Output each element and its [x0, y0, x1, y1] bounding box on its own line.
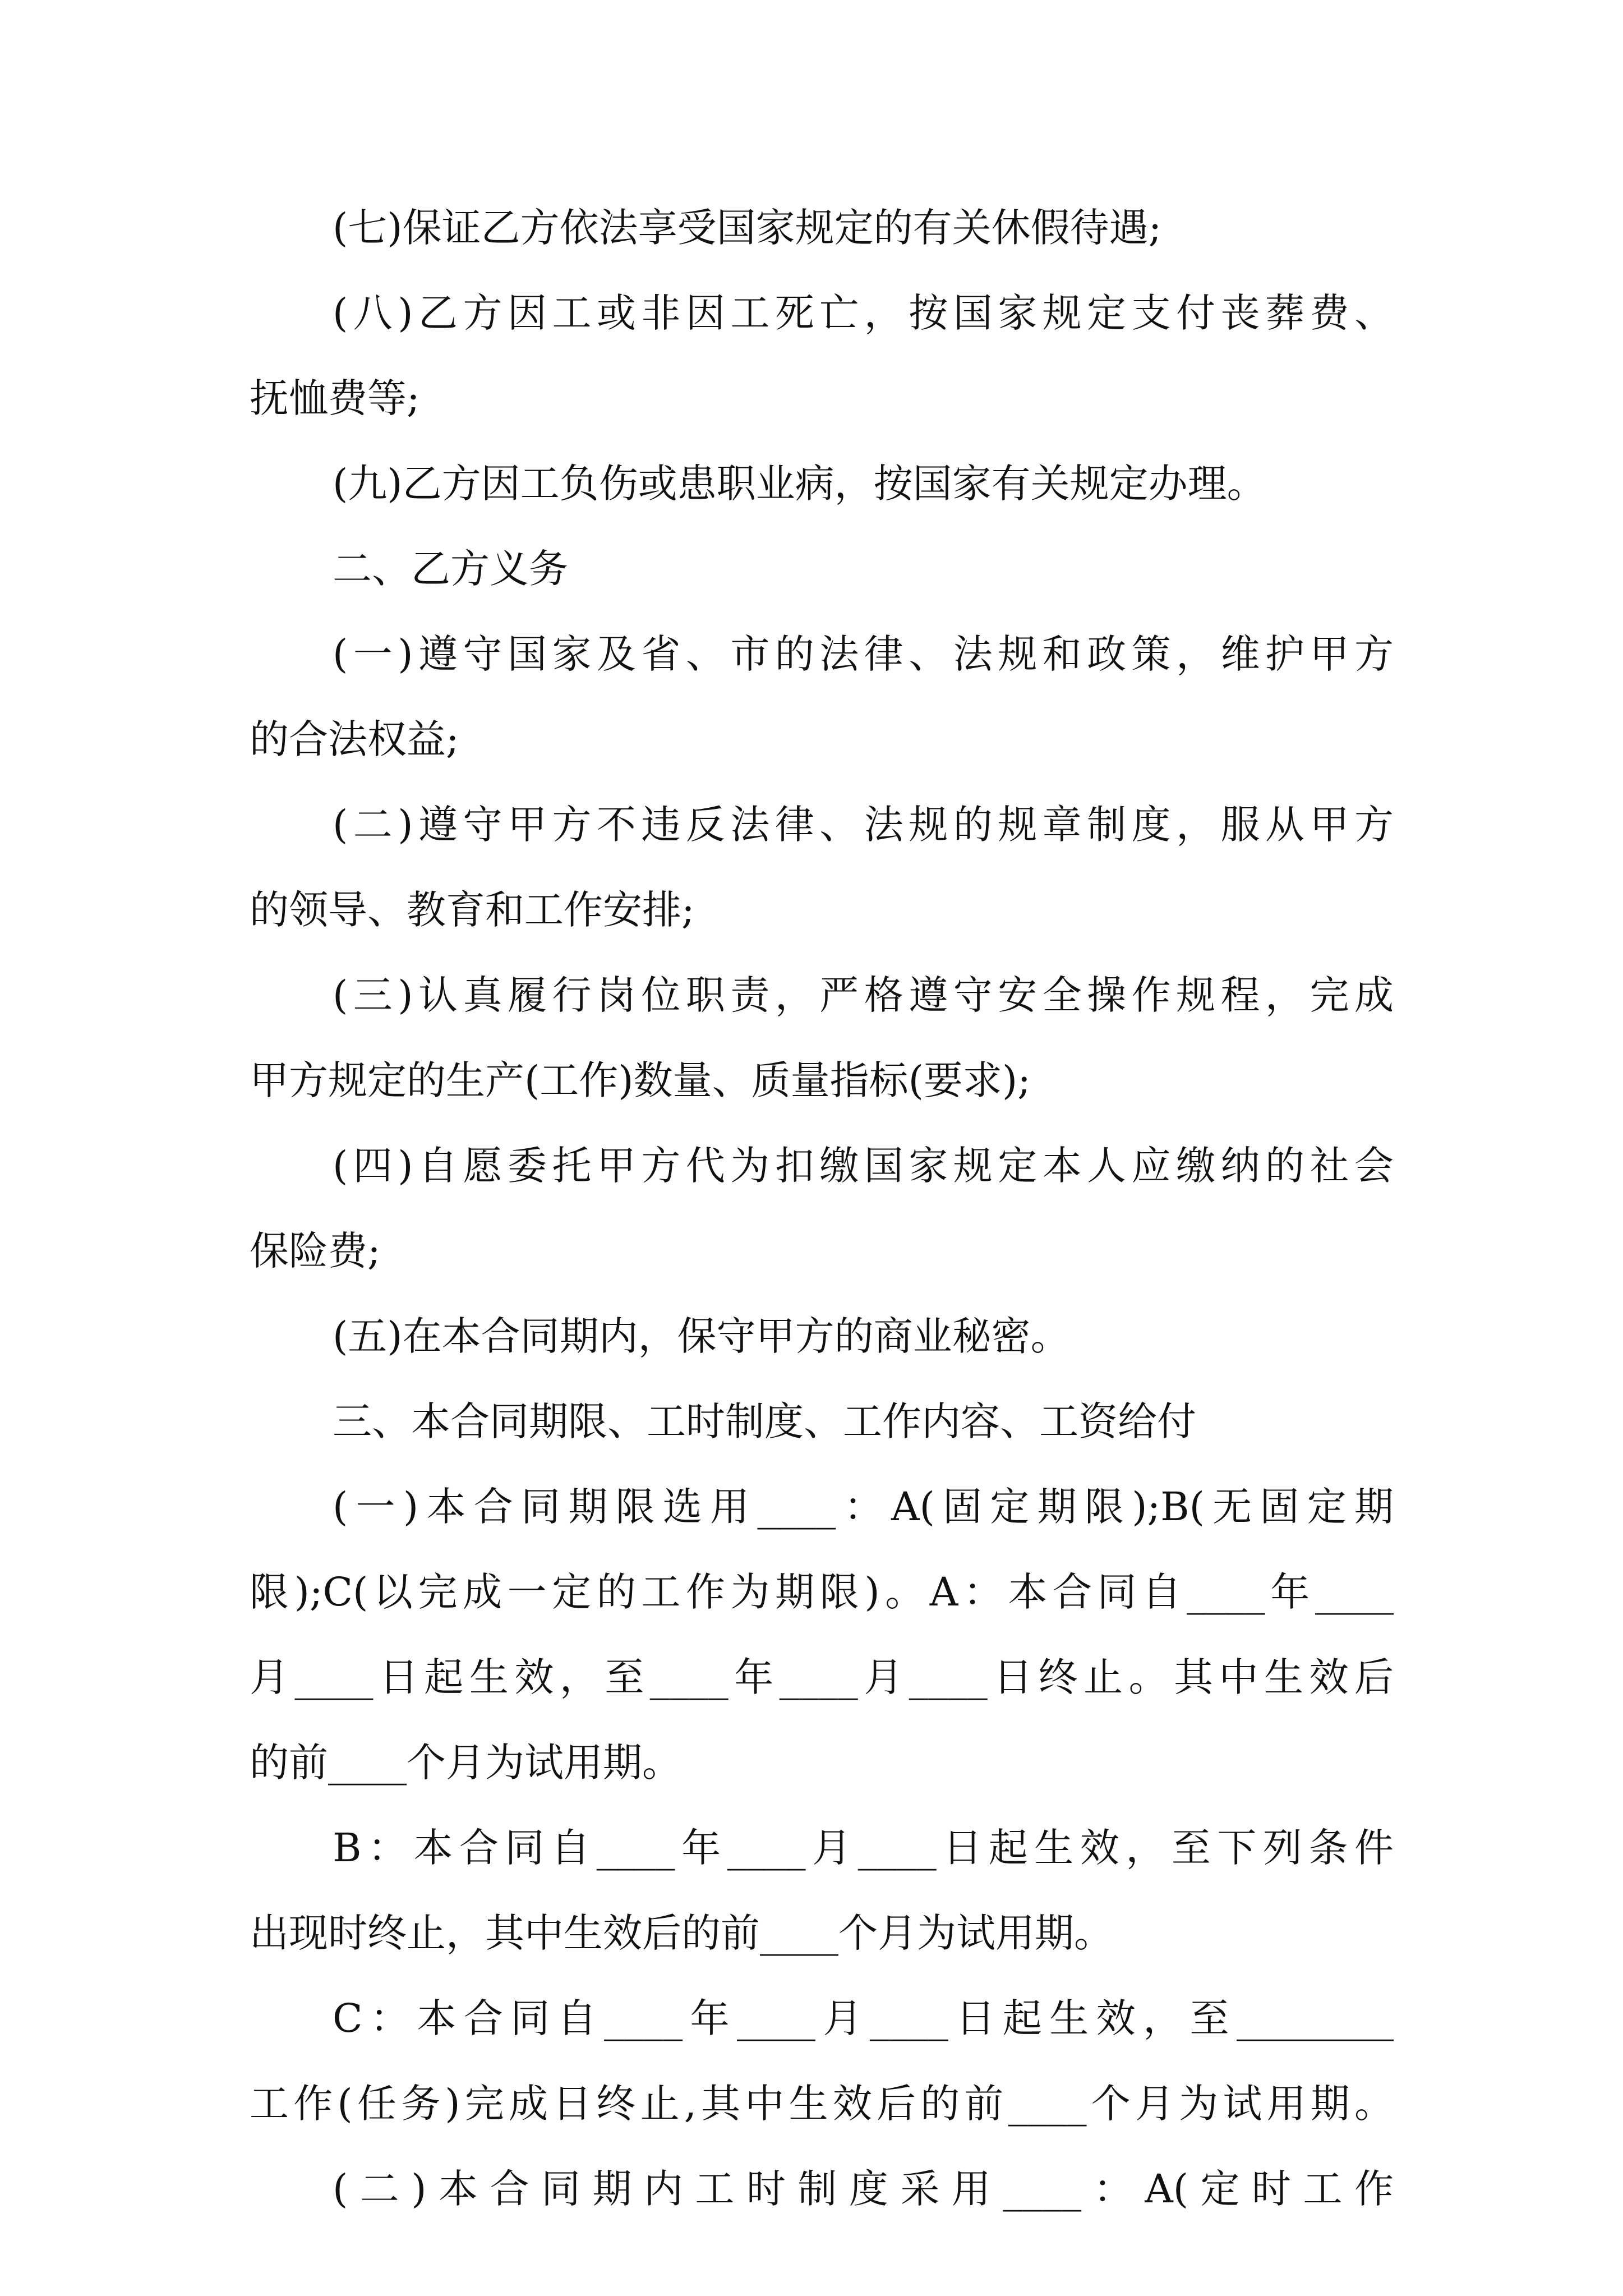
duty-3-line-1: (三)认真履行岗位职责，严格遵守安全操作规程，完成: [333, 972, 1394, 1018]
term-1-line-3: 月____日起生效，至____年____月____日终止。其中生效后: [250, 1654, 1394, 1700]
duty-1-line-1: (一)遵守国家及省、市的法律、法规和政策，维护甲方: [333, 631, 1394, 677]
clause-9-line: (九)乙方因工负伤或患职业病，按国家有关规定办理。: [333, 461, 1266, 507]
duty-2-line-1: (二)遵守甲方不违反法律、法规的规章制度，服从甲方: [333, 802, 1394, 848]
section-2-heading: 二、乙方义务: [333, 546, 568, 592]
clause-7-line: (七)保证乙方依法享受国家规定的有关休假待遇;: [333, 205, 1162, 251]
duty-5-line: (五)在本合同期内，保守甲方的商业秘密。: [333, 1313, 1070, 1359]
duty-1-line-2: 的合法权益;: [250, 716, 459, 762]
duty-4-line-1: (四)自愿委托甲方代为扣缴国家规定本人应缴纳的社会: [333, 1143, 1394, 1189]
document-page: [250, 185, 1394, 2231]
clause-8-line-1: (八)乙方因工或非因工死亡，按国家规定支付丧葬费、: [333, 290, 1394, 336]
term-2-line-1: (二)本合同期内工时制度采用____：A(定时工作: [333, 2166, 1394, 2212]
term-1-line-1: (一)本合同期限选用____：A(固定期限);B(无固定期: [333, 1484, 1394, 1530]
term-1-line-4: 的前____个月为试用期。: [250, 1740, 681, 1786]
term-1-line-2: 限);C(以完成一定的工作为期限)。A：本合同自____年____: [250, 1569, 1394, 1615]
clause-8-line-2: 抚恤费等;: [250, 375, 420, 421]
duty-3-line-2: 甲方规定的生产(工作)数量、质量指标(要求);: [250, 1057, 1031, 1103]
section-3-heading: 三、本合同期限、工时制度、工作内容、工资给付: [333, 1398, 1196, 1444]
duty-2-line-2: 的领导、教育和工作安排;: [250, 887, 695, 933]
option-c-line-2: 工作(任务)完成日终止,其中生效后的前____个月为试用期。: [250, 2081, 1394, 2127]
option-b-line-1: B：本合同自____年____月____日起生效，至下列条件: [333, 1825, 1394, 1871]
option-c-line-1: C：本合同自____年____月____日起生效，至________: [333, 1995, 1394, 2041]
duty-4-line-2: 保险费;: [250, 1228, 381, 1274]
option-b-line-2: 出现时终止，其中生效后的前____个月为试用期。: [250, 1910, 1113, 1956]
